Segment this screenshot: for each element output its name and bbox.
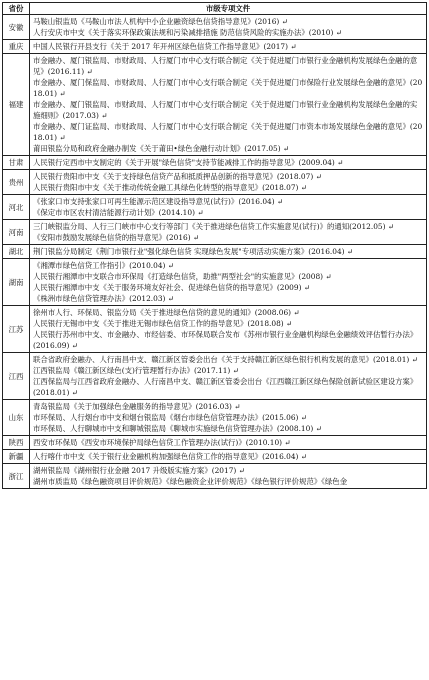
- header-province: 省份: [3, 3, 30, 15]
- document-entry: 《株洲市绿色信贷管理办法》(2012.03) ↵: [33, 294, 174, 303]
- docs-cell: [30, 54, 427, 156]
- province-cell: 重庆: [3, 40, 30, 54]
- docs-cell: [30, 170, 427, 195]
- docs-cell: [30, 156, 427, 170]
- header-row: [3, 3, 427, 15]
- document-entry: 人民银行定西市中支制定的《关于开展"绿色信贷"支持节能减排工作的指导意见》(2009.04) ↵: [33, 158, 344, 167]
- document-entry: 《保定市市区农村清洁能源行动计划》(2014.10) ↵: [33, 208, 204, 217]
- header-docs: 市级专项文件: [30, 3, 427, 15]
- document-entry: 莆田银监分局和政府金融办制发《关于莆田•绿色金融行动计划》(2017.05) ↵: [33, 144, 290, 153]
- table-body: [3, 15, 427, 489]
- table-row: [3, 220, 427, 245]
- document-entry: 三门峡银监分局、人行三门峡市中心支行等部门《关于推进绿色信贷工作实施意见(试行)》的通知(2012.05) ↵: [33, 222, 395, 231]
- province-cell: 贵州: [3, 170, 30, 195]
- table-row: [3, 15, 427, 40]
- table-row: [3, 436, 427, 450]
- table-row: [3, 353, 427, 400]
- document-entry: 市环保局、人行聊城市中支和聊城银监局《聊城市实施绿色信贷管理办法》(2008.10) ↵: [33, 424, 322, 433]
- docs-cell: [30, 245, 427, 259]
- document-entry: 江西保监局与江西省政府金融办、人行南昌中支、赣江新区管委会出台《江西赣江新区绿色保险创新试验区建设方案》(2018.01) ↵: [33, 377, 418, 397]
- province-cell: 福建: [3, 54, 30, 156]
- docs-cell: [30, 306, 427, 353]
- document-entry: 人行喀什市中支《关于银行业金融机构加强绿色信贷工作的指导意见》(2016.04) ↵: [33, 452, 307, 461]
- docs-cell: [30, 400, 427, 436]
- document-entry: 人民银行贵阳市中支《关于推动传统金融工具绿色化转型的指导意见》(2018.07) ↵: [33, 183, 307, 192]
- document-entry: 市环保局、人行烟台市中支和烟台银监局《烟台市绿色信贷管理办法》(2015.06) ↵: [33, 413, 307, 422]
- document-entry: 湖州银监局《湖州银行业金融 2017 升级版实施方案》(2017) ↵: [33, 466, 245, 475]
- province-cell: 山东: [3, 400, 30, 436]
- province-cell: 河南: [3, 220, 30, 245]
- document-entry: 《张家口市支持张家口可再生能源示范区建设指导意见(试行)》(2016.04) ↵: [33, 197, 284, 206]
- province-cell: 浙江: [3, 464, 30, 489]
- document-entry: 马鞍山银监局《马鞍山市法人机构中小企业融资绿色信贷指导意见》(2016) ↵: [33, 17, 288, 26]
- province-cell: 安徽: [3, 15, 30, 40]
- document-entry: 青岛银监局《关于加强绿色金融服务的指导意见》(2016.03) ↵: [33, 402, 241, 411]
- document-entry: 联合省政府金融办、人行南昌中支、赣江新区管委会出台《关于支持赣江新区绿色银行机构发展的意见》(2018.01) ↵: [33, 355, 418, 364]
- document-entry: 市金融办、厦门银监局、市财政局、人行厦门市中心支行联合制定《关于促进厦门市银行业金融机构发展绿色金融的意见》(2016.11) ↵: [33, 56, 418, 76]
- province-cell: 江西: [3, 353, 30, 400]
- document-entry: 荆门银监分局制定《荆门市银行业"强化绿色信贷 实现绿色发展"专项活动实施方案》(2016.04) ↵: [33, 247, 354, 256]
- docs-cell: [30, 40, 427, 54]
- docs-cell: [30, 195, 427, 220]
- province-cell: 甘肃: [3, 156, 30, 170]
- table-row: [3, 156, 427, 170]
- document-entry: 西安市环保局《西安市环境保护局绿色信贷工作管理办法(试行)》(2010.10) ↵: [33, 438, 291, 447]
- table-row: [3, 170, 427, 195]
- province-cell: 湖南: [3, 259, 30, 306]
- document-entry: 人民银行湘潭市中支《关于服务环境友好社会、促进绿色信贷的指导意见》(2009) ↵: [33, 283, 311, 292]
- document-entry: 徐州市人行、环保局、银监分局《关于推进绿色信贷的意见的通知》(2008.06) ↵: [33, 308, 300, 317]
- document-entry: 人民银行苏州市中支、市金融办、市经信委、市环保局联合发布《苏州市银行业金融机构绿色金融绩效评估暂行办法》(2016.09) ↵: [33, 330, 418, 350]
- table-row: [3, 464, 427, 489]
- table-row: [3, 259, 427, 306]
- docs-cell: [30, 450, 427, 464]
- document-entry: 市金融办、厦门保监局、市财政局、人行厦门市中心支行联合制定《关于促进厦门市保险行业发展绿色金融的意见》(2018.01) ↵: [33, 78, 423, 98]
- policy-table: [2, 2, 427, 489]
- document-entry: 人行安庆市中支《关于落实环保政策法规和污染减排措施 防范信贷风险的实施办法》(2010) ↵: [33, 28, 342, 37]
- document-entry: 《湘潭市绿色信贷工作指引》(2010.04) ↵: [33, 261, 174, 270]
- province-cell: 新疆: [3, 450, 30, 464]
- document-entry: 人民银行贵阳市中支《关于支持绿色信贷产品和抵质押品创新的指导意见》(2018.07) ↵: [33, 172, 322, 181]
- table-row: [3, 400, 427, 436]
- document-entry: 市金融办、厦门证监局、市财政局、人行厦门市中心支行联合制定《关于促进厦门市资本市场发展绿色金融的意见》(2018.01) ↵: [33, 122, 423, 142]
- province-cell: 湖北: [3, 245, 30, 259]
- table-row: [3, 54, 427, 156]
- docs-cell: [30, 15, 427, 40]
- document-entry: 中国人民银行开县支行《关于 2017 年开州区绿色信贷工作指导意见》(2017) ↵: [33, 42, 297, 51]
- province-cell: 陕西: [3, 436, 30, 450]
- province-cell: 河北: [3, 195, 30, 220]
- docs-cell: [30, 259, 427, 306]
- docs-cell: [30, 436, 427, 450]
- document-entry: 《安阳市鼓励发展绿色信贷的指导意见》(2016) ↵: [33, 233, 200, 242]
- document-entry: 人民银行湘潭市中支联合市环保局《打造绿色信贷，助推"两型社会"的实施意见》(2008) ↵: [33, 272, 332, 281]
- table-row: [3, 195, 427, 220]
- table-row: [3, 450, 427, 464]
- docs-cell: [30, 464, 427, 489]
- document-entry: 人民银行无锡市中支《关于推进无锡市绿色信贷工作的指导意见》(2018.08) ↵: [33, 319, 293, 328]
- table-row: [3, 245, 427, 259]
- document-entry: 江西银监局《赣江新区绿色(支)行管理暂行办法》(2017.11) ↵: [33, 366, 239, 375]
- province-cell: 江苏: [3, 306, 30, 353]
- document-entry: 市金融办、厦门银监局、市财政局、人行厦门市中心支行联合制定《关于促进厦门市银行业金融机构发展绿色金融的实施细则》(2017.03) ↵: [33, 100, 418, 120]
- table-row: [3, 306, 427, 353]
- table-row: [3, 40, 427, 54]
- docs-cell: [30, 353, 427, 400]
- document-entry: 湖州市质监局《绿色融资项目评价规范》《绿色融资企业评价规范》《绿色银行评价规范》《绿色金: [33, 477, 348, 486]
- docs-cell: [30, 220, 427, 245]
